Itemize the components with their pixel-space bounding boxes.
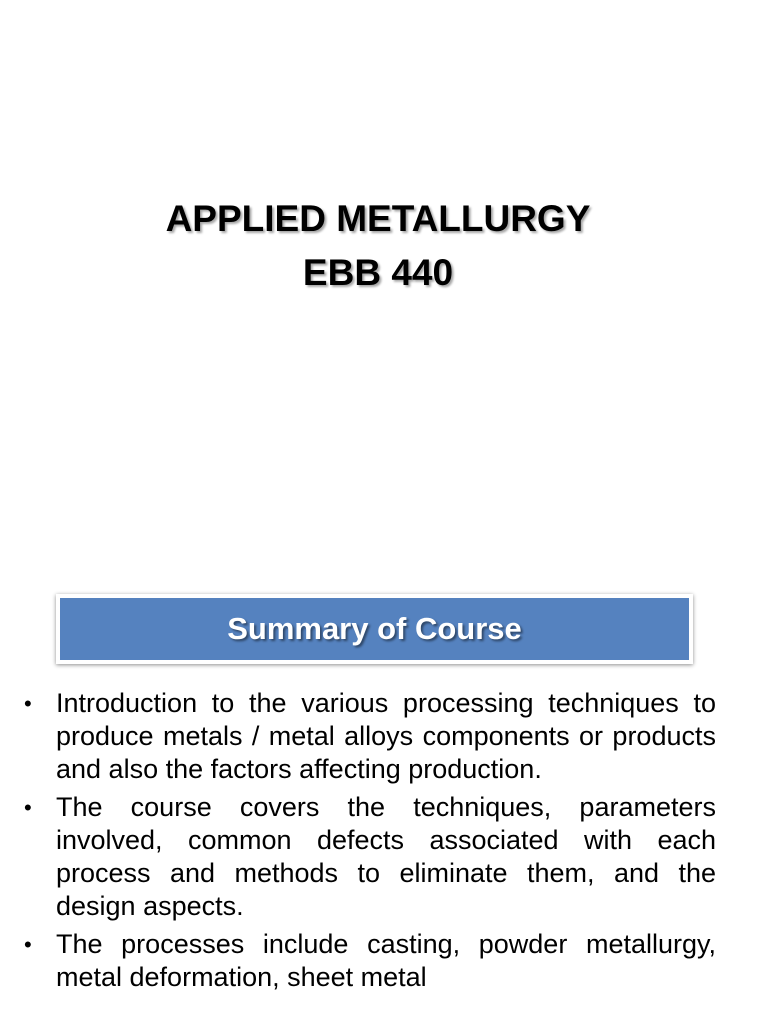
- bullet-icon: •: [24, 691, 32, 716]
- summary-header-box: [56, 594, 693, 664]
- list-item: [24, 687, 716, 786]
- course-summary-list: [24, 687, 716, 999]
- summary-header-bar: [60, 598, 689, 660]
- summary-header-label: Summary of Course: [227, 611, 522, 646]
- list-item-text: The processes include casting, powder metallurgy, metal deformation, sheet metal: [56, 929, 716, 992]
- list-item: [24, 928, 716, 994]
- list-item-text: Introduction to the various processing techniques to produce metals / metal alloys components or products and also the factors affecting production.: [56, 688, 716, 784]
- bullet-icon: •: [24, 795, 32, 820]
- list-item-text: The course covers the techniques, parameters involved, common defects associated with each process and methods to eliminate them, and the design aspects.: [56, 792, 716, 921]
- course-code: EBB 440: [302, 252, 454, 293]
- slide-title: [0, 192, 756, 300]
- course-title: APPLIED METALLURGY: [165, 198, 591, 239]
- list-item: [24, 791, 716, 923]
- bullet-icon: •: [24, 932, 32, 957]
